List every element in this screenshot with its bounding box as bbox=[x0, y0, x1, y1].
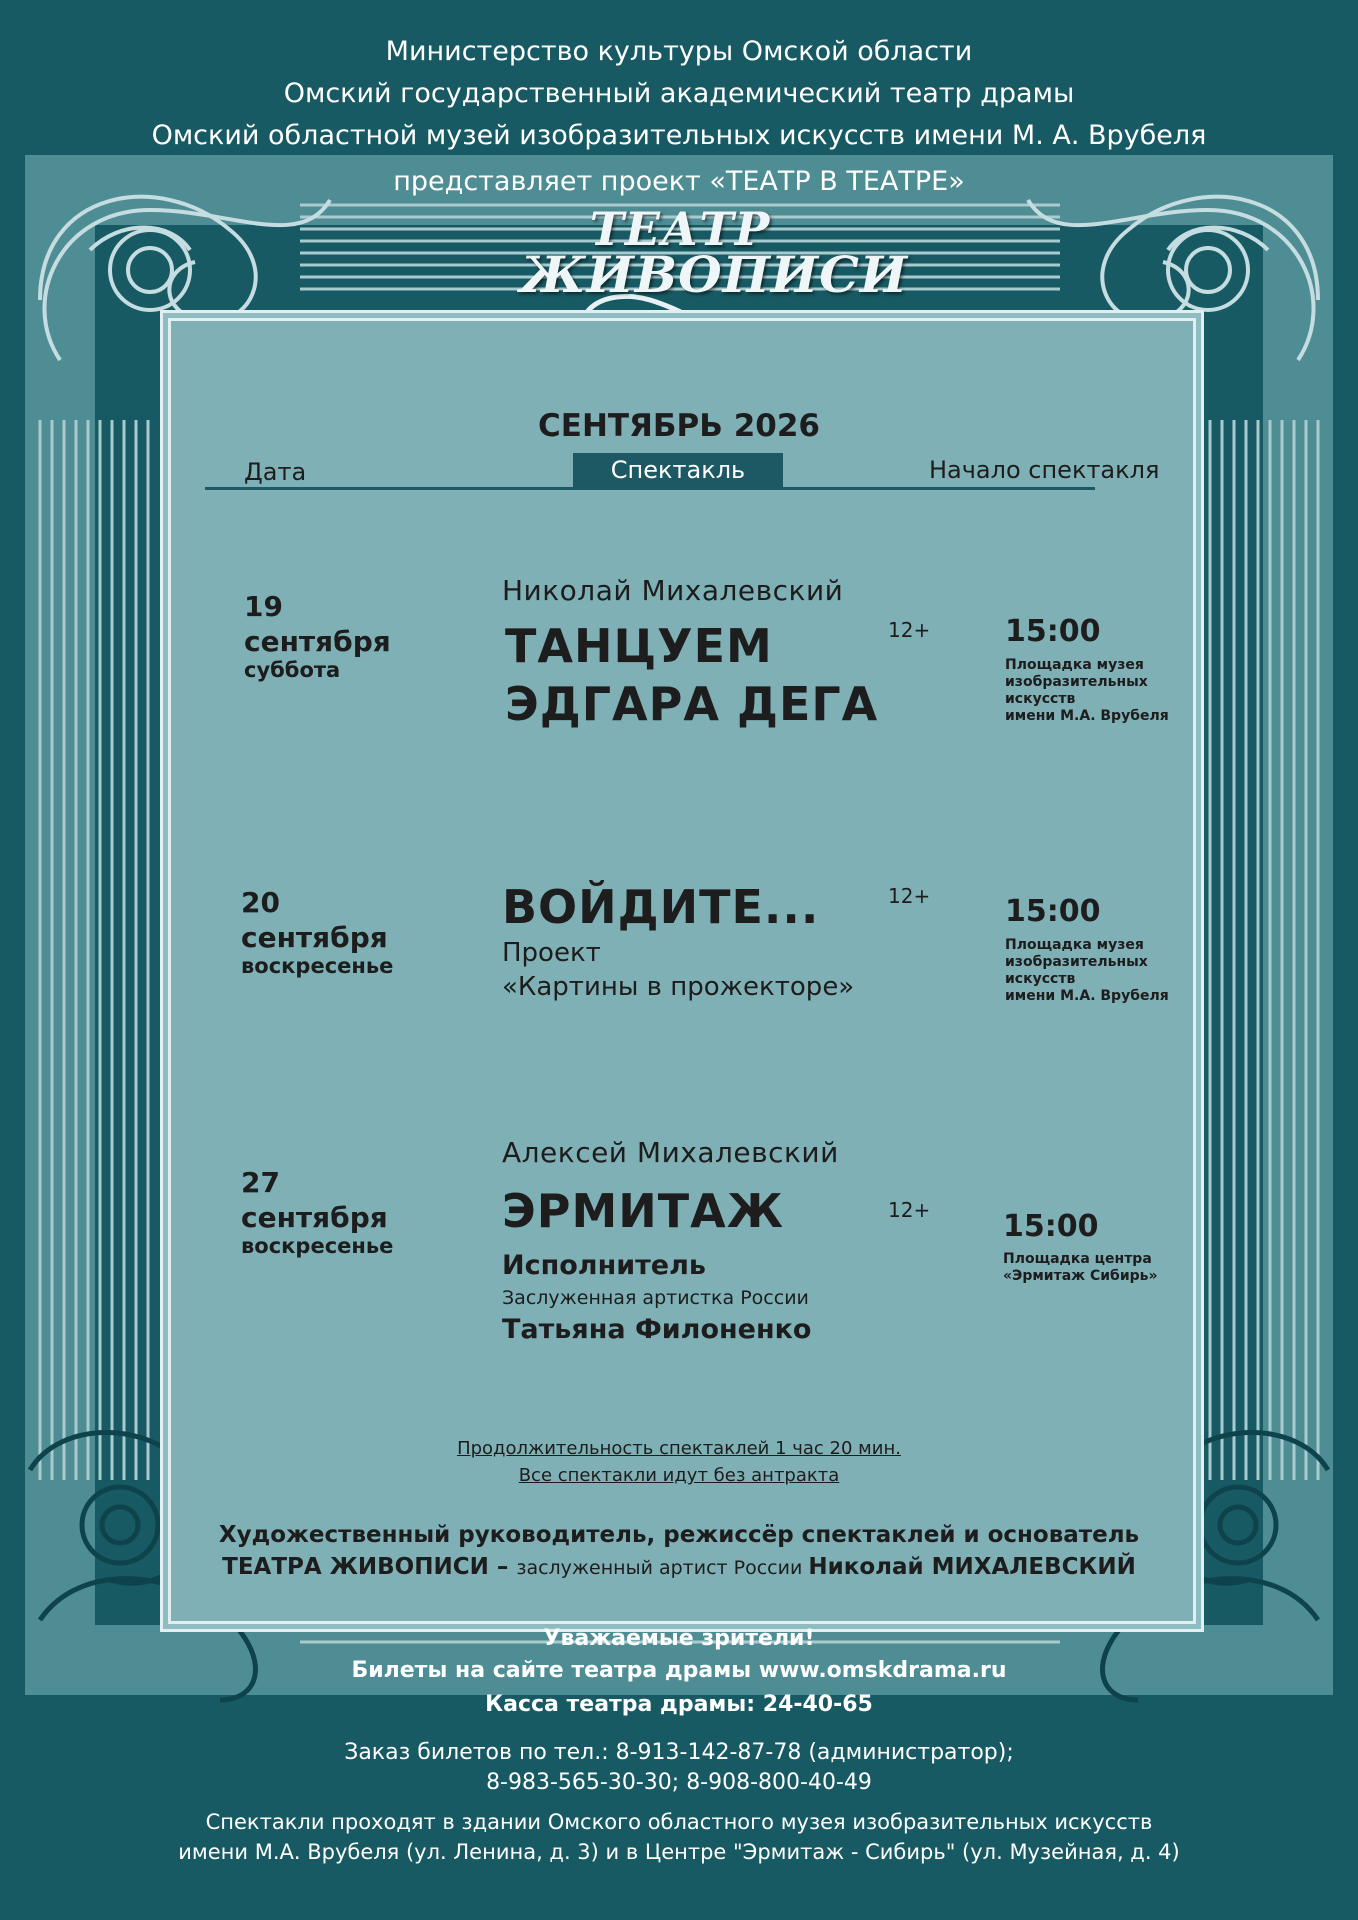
event-weekday: воскресенье bbox=[241, 954, 394, 978]
event-1-title-line2: ЭДГАРА ДЕГА bbox=[505, 677, 879, 731]
footer-order-phones-2: 8-983-565-30-30; 8-908-800-40-49 bbox=[486, 1770, 872, 1795]
director-rank: заслуженный артист России bbox=[516, 1557, 809, 1579]
venue-line: изобразительных bbox=[1005, 954, 1148, 970]
director-name: Николай МИХАЛЕВСКИЙ bbox=[808, 1554, 1136, 1580]
event-2-date bbox=[241, 886, 393, 978]
venue-line: имени М.А. Врубеля bbox=[1005, 708, 1169, 724]
event-month: сентября bbox=[244, 625, 391, 658]
column-date: Дата bbox=[244, 458, 307, 486]
director-line1: Художественный руководитель, режиссёр спектаклей и основатель bbox=[218, 1522, 1140, 1548]
logo-line1: ТЕАТР bbox=[589, 202, 771, 256]
header-theatre: Омский государственный академический театр драмы bbox=[283, 78, 1075, 109]
event-weekday: суббота bbox=[244, 658, 341, 682]
venue-line: Площадка музея bbox=[1005, 657, 1144, 673]
schedule-month: СЕНТЯБРЬ 2026 bbox=[538, 408, 820, 444]
venue-line: Площадка центра bbox=[1003, 1251, 1152, 1267]
venue-line: искусств bbox=[1005, 691, 1076, 707]
director-line2 bbox=[0, 1554, 1358, 1580]
event-1-age: 12+ bbox=[888, 618, 931, 642]
column-play: Спектакль bbox=[573, 453, 783, 488]
footer-location-1: Спектакли проходят в здании Омского областного музея изобразительных искусств bbox=[205, 1810, 1153, 1834]
footer-order-phones: Заказ билетов по тел.: 8-913-142-87-78 (администратор); bbox=[344, 1740, 1014, 1765]
event-month: сентября bbox=[241, 921, 388, 954]
footer-box-office: Касса театра драмы: 24-40-65 bbox=[485, 1692, 873, 1717]
event-3-author: Алексей Михалевский bbox=[502, 1136, 839, 1169]
event-3-time: 15:00 bbox=[1003, 1209, 1099, 1244]
event-day: 20 bbox=[241, 886, 280, 919]
event-1-date bbox=[244, 590, 391, 682]
event-2-title: ВОЙДИТЕ... bbox=[502, 880, 820, 934]
header-museum: Омский областной музей изобразительных искусств имени М. А. Врубеля bbox=[151, 120, 1207, 151]
footer-greeting: Уважаемые зрители! bbox=[543, 1626, 815, 1651]
header-ministry: Министерство культуры Омской области bbox=[385, 36, 973, 67]
venue-line: имени М.А. Врубеля bbox=[1005, 988, 1169, 1004]
venue-line: Площадка музея bbox=[1005, 937, 1144, 953]
event-2-venue bbox=[1005, 937, 1169, 1005]
event-2-time: 15:00 bbox=[1005, 894, 1101, 929]
footer-location-2: имени М.А. Врубеля (ул. Ленина, д. 3) и в Центре "Эрмитаж - Сибирь" (ул. Музейная, д. 4) bbox=[178, 1840, 1180, 1864]
event-3-performer-name: Татьяна Филоненко bbox=[502, 1314, 812, 1345]
event-2-age: 12+ bbox=[888, 884, 931, 908]
director-theatre: ТЕАТРА ЖИВОПИСИ – bbox=[222, 1554, 517, 1580]
header-project: представляет проект «ТЕАТР В ТЕАТРЕ» bbox=[393, 166, 965, 197]
event-3-performer-label: Исполнитель bbox=[502, 1250, 706, 1281]
footer-tickets-site: Билеты на сайте театра драмы www.omskdrama.ru bbox=[351, 1658, 1007, 1683]
event-1-venue bbox=[1005, 657, 1169, 725]
logo-line2: ЖИВОПИСИ bbox=[520, 245, 909, 304]
intermission-note: Все спектакли идут без антракта bbox=[518, 1465, 840, 1486]
event-3-age: 12+ bbox=[888, 1198, 931, 1222]
event-day: 27 bbox=[241, 1166, 280, 1199]
event-3-date bbox=[241, 1166, 393, 1258]
event-weekday: воскресенье bbox=[241, 1234, 394, 1258]
duration-note: Продолжительность спектаклей 1 час 20 мин. bbox=[457, 1438, 901, 1459]
event-month: сентября bbox=[241, 1201, 388, 1234]
column-start: Начало спектакля bbox=[929, 456, 1160, 484]
event-1-time: 15:00 bbox=[1005, 614, 1101, 649]
event-1-title-line1: ТАНЦУЕМ bbox=[505, 619, 773, 673]
event-1-author: Николай Михалевский bbox=[502, 574, 844, 607]
venue-line: «Эрмитаж Сибирь» bbox=[1003, 1268, 1158, 1284]
event-3-venue bbox=[1003, 1251, 1158, 1285]
event-day: 19 bbox=[244, 590, 283, 623]
event-2-sub2: «Картины в прожекторе» bbox=[502, 972, 855, 1002]
event-3-title: ЭРМИТАЖ bbox=[502, 1184, 785, 1238]
venue-line: изобразительных bbox=[1005, 674, 1148, 690]
event-3-performer-rank: Заслуженная артистка России bbox=[502, 1287, 809, 1309]
venue-line: искусств bbox=[1005, 971, 1076, 987]
event-2-sub1: Проект bbox=[502, 938, 601, 968]
